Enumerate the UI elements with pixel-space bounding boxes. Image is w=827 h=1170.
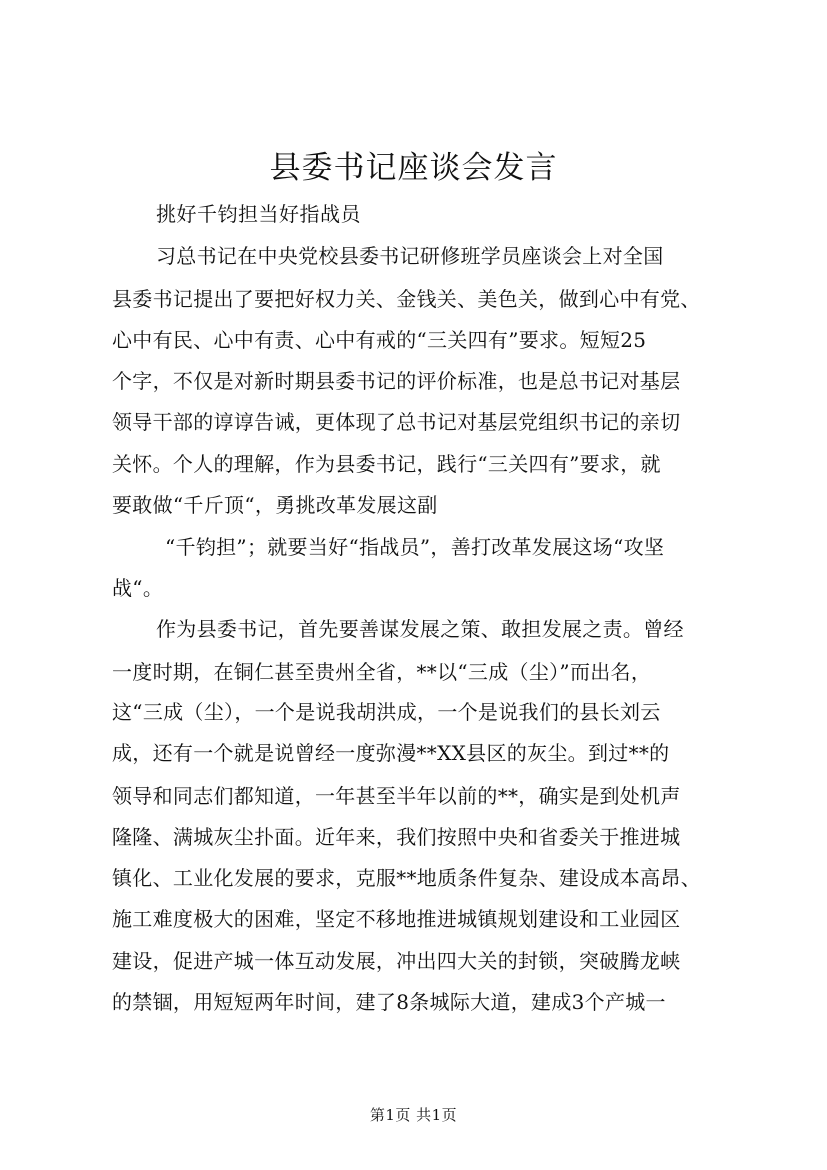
text-line: 成，还有一个就是说曾经一度弥漫**XX县区的灰尘。到过**的 (112, 741, 670, 765)
text-line: 一度时期，在铜仁甚至贵州全省，**以“三成（尘）”而出名， (112, 660, 652, 684)
text-line: 作为县委书记，首先要善谋发展之策、敢担发展之责。曾经 (156, 617, 684, 641)
document-subtitle: 挑好千钧担当好指战员 (156, 202, 361, 226)
text-line: 隆隆、满城灰尘扑面。近年来，我们按照中央和省委关于推进城 (112, 825, 681, 849)
text-line: 领导和同志们都知道，一年甚至半年以前的**，确实是到处机声 (112, 784, 681, 808)
page-footer: 第1页 共1页 (369, 1106, 458, 1124)
text-line: 心中有民、心中有责、心中有戒的“三关四有”要求。短短25 (112, 328, 647, 352)
text-line: 县委书记提出了要把好权力关、金钱关、美色关，做到心中有党、 (112, 287, 701, 311)
text-line: 的禁锢，用短短两年时间，建了8条城际大道，建成3个产城一 (112, 990, 666, 1014)
document-title: 县委书记座谈会发言 (269, 150, 558, 186)
text-line: “千钧担”；就要当好“指战员”，善打改革发展这场“攻坚 (165, 535, 665, 559)
text-line: 战“。 (112, 576, 164, 600)
text-line: 关怀。个人的理解，作为县委书记，践行“三关四有”要求，就 (112, 452, 661, 476)
text-line: 这“三成（尘），一个是说我胡洪成，一个是说我们的县长刘云 (112, 700, 661, 724)
text-line: 要敢做“千斤顶“，勇挑改革发展这副 (112, 493, 438, 517)
text-line: 镇化、工业化发展的要求，克服**地质条件复杂、建设成本高昂、 (112, 866, 701, 890)
text-line: 建设，促进产城一体互动发展，冲出四大关的封锁，突破腾龙峡 (112, 949, 681, 973)
text-line: 个字，不仅是对新时期县委书记的评价标准，也是总书记对基层 (112, 369, 681, 393)
text-line: 施工难度极大的困难，坚定不移地推进城镇规划建设和工业园区 (112, 907, 681, 931)
text-line: 领导干部的谆谆告诫，更体现了总书记对基层党组织书记的亲切 (112, 410, 681, 434)
text-line: 习总书记在中央党校县委书记研修班学员座谈会上对全国 (156, 244, 664, 268)
